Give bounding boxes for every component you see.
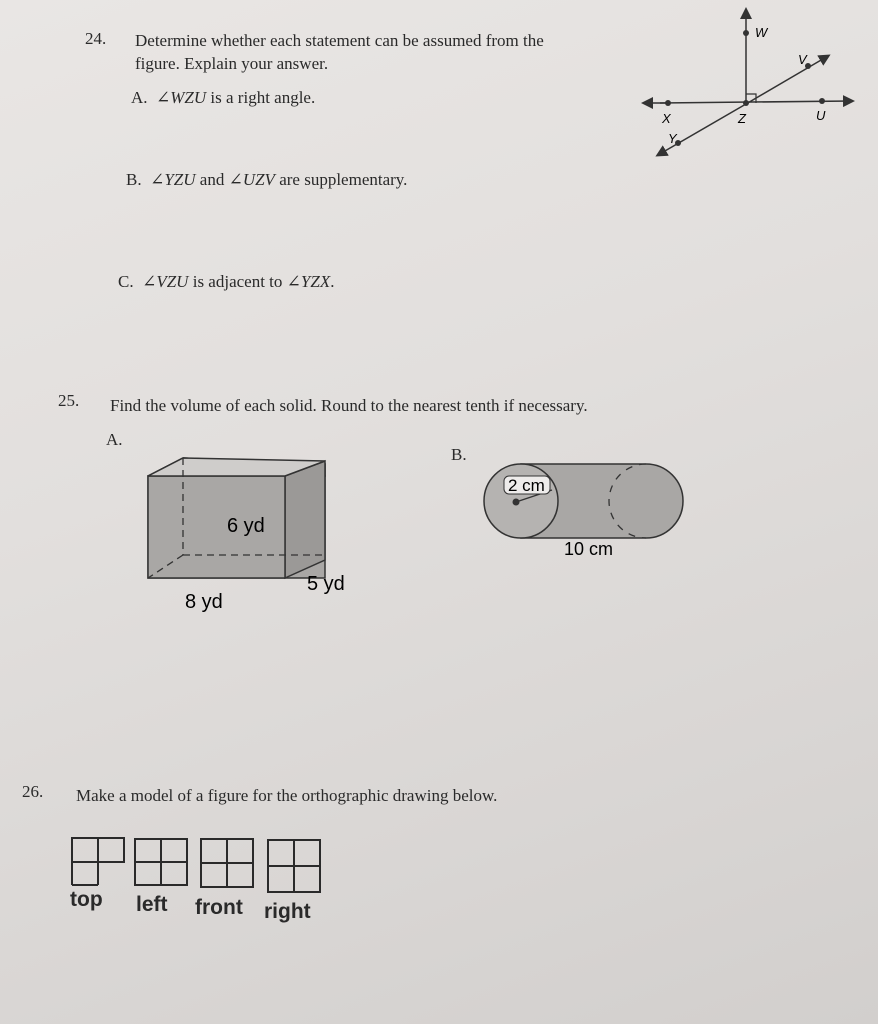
cylinder [478, 458, 698, 568]
prism-side-face [285, 461, 325, 578]
label-v: V [798, 52, 807, 67]
q24-prompt [135, 29, 544, 75]
q24-part-a [131, 86, 315, 109]
q24-line-figure [630, 0, 878, 170]
label-x: X [662, 111, 671, 126]
ray-zv [746, 56, 828, 104]
ortho-left-view [135, 839, 187, 885]
ortho-top-view [72, 838, 124, 885]
q24-c-rest: . [330, 272, 335, 291]
point-z [743, 100, 749, 106]
q25-prompt: Find the volume of each solid. Round to the nearest tenth if necessary. [110, 396, 588, 415]
q24-prompt-line2: figure. Explain your answer. [135, 54, 329, 73]
ortho-label-left: left [136, 893, 168, 916]
q24-part-b [126, 168, 407, 191]
point-w [743, 30, 749, 36]
prism-depth-label: 5 yd [307, 573, 345, 595]
q24-number: 24. [85, 29, 107, 48]
rectangular-prism [135, 448, 375, 618]
q24-b-mid: and [195, 170, 229, 189]
orthographic-drawing [65, 835, 335, 945]
label-y: Y [668, 131, 677, 146]
q24-b-label: B. [126, 170, 142, 189]
q24-c-mid: is adjacent to [188, 272, 287, 291]
ortho-right-view [268, 840, 320, 892]
label-w: W [755, 25, 768, 40]
q24-c-label: C. [118, 272, 134, 291]
q26-prompt: Make a model of a figure for the orthographic drawing below. [76, 786, 498, 805]
ortho-front-view [201, 839, 253, 887]
prism-height-label: 6 yd [227, 515, 265, 537]
point-x [665, 100, 671, 106]
q24-a-angle: ∠WZU [156, 88, 207, 107]
q24-prompt-line1: Determine whether each statement can be assumed from the [135, 31, 544, 50]
q25-b-label: B. [451, 445, 467, 464]
q24-b-angle2: ∠UZV [228, 170, 275, 189]
q24-b-angle1: ∠YZU [150, 170, 196, 189]
ortho-label-top: top [70, 888, 103, 911]
cylinder-radius-label: 2 cm [508, 476, 545, 495]
q25-number: 25. [58, 391, 80, 410]
label-z: Z [738, 111, 746, 126]
q24-a-rest: is a right angle. [206, 88, 316, 107]
q24-c-angle1: ∠VZU [142, 272, 189, 291]
q25-a-label: A. [106, 430, 123, 449]
ray-zy [658, 104, 746, 155]
q24-b-rest: are supplementary. [274, 170, 408, 189]
cylinder-length-label: 10 cm [564, 539, 614, 559]
label-u: U [816, 108, 826, 123]
q24-a-label: A. [131, 88, 148, 107]
q26-number: 26. [22, 782, 44, 801]
point-u [819, 98, 825, 104]
ortho-label-front: front [195, 896, 243, 919]
ortho-label-right: right [264, 900, 311, 923]
q24-c-angle2: ∠YZX [286, 272, 331, 291]
q24-part-c [118, 270, 334, 293]
cylinder-center [513, 499, 520, 506]
prism-width-label: 8 yd [185, 591, 223, 613]
